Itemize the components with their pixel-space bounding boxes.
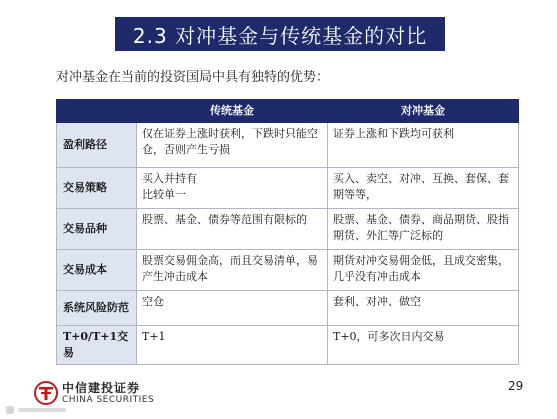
hedge-cell: 期货对冲交易佣金低，且成交密集，几乎没有冲击成本 [328,250,519,291]
traditional-cell: 空仓 [137,291,328,326]
hedge-cell: T+0，可多次日内交易 [328,326,519,365]
company-name-en: CHINA SECURITIES [62,395,155,405]
watermark-icon [6,404,68,416]
hedge-cell: 股票、基金、债券、商品期货、股指期货、外汇等广泛标的 [328,209,519,250]
traditional-cell: 仅在证券上涨时获利，下跌时只能空仓，否则产生亏损 [137,123,328,168]
header-traditional-fund: 传统基金 [137,100,328,123]
traditional-cell: T+1 [137,326,328,365]
hedge-cell: 套利、对冲、做空 [328,291,519,326]
page-number: 29 [508,379,524,393]
citic-logo-icon [34,381,58,405]
row-label: 盈利路径 [57,123,137,168]
slide-title: 2.3 对冲基金与传统基金的对比 [115,17,445,51]
intro-text: 对冲基金在当前的投资国局中具有独特的优势： [56,70,330,85]
hedge-cell: 买入、卖空、对冲、互换、套保、套期等等， [328,168,519,209]
table-row [57,209,519,250]
table-row [57,326,519,365]
comparison-table [56,99,519,365]
header-empty [57,100,137,123]
traditional-cell: 买入并持有 比较单一 [137,168,328,209]
traditional-cell: 股票、基金、债券等范围有限标的 [137,209,328,250]
table-row [57,250,519,291]
row-label: 交易策略 [57,168,137,209]
table-header-row [57,100,519,123]
traditional-cell: 股票交易佣金高，而且交易清单，易产生冲击成本 [137,250,328,291]
table-row [57,291,519,326]
hedge-cell: 证券上涨和下跌均可获利 [328,123,519,168]
header-hedge-fund: 对冲基金 [328,100,519,123]
table-row [57,168,519,209]
row-label: 系统风险防范 [57,291,137,326]
company-name-cn: 中信建投证券 [62,381,141,395]
table-row [57,123,519,168]
row-label: 交易成本 [57,250,137,291]
row-label: T+0/T+1交易 [57,326,137,365]
row-label: 交易品种 [57,209,137,250]
